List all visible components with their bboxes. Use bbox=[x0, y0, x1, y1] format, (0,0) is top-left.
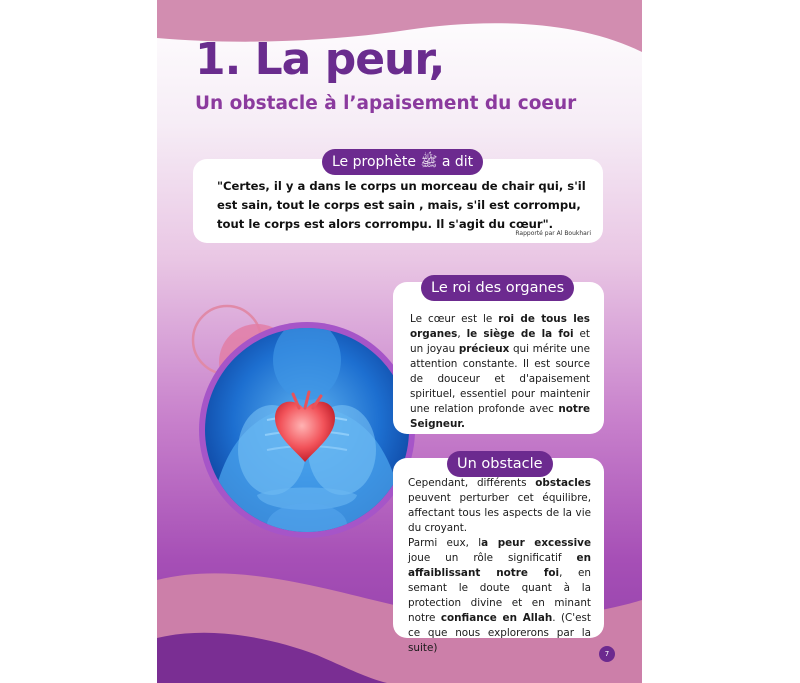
section-label-roi-des-organes: Le roi des organes bbox=[421, 275, 574, 301]
quote-source: Rapporté par Al Boukhari bbox=[515, 230, 591, 237]
page-number: 7 bbox=[599, 646, 615, 662]
section-box-un-obstacle bbox=[393, 458, 604, 654]
section2-text: Cependant, différents obstacles peuvent perturber cet équilibre, affectant tous les aspects de la vie du croyant. Parmi eux, la peur excessive joue un rôle significatif en affaiblissant notre foi, en semant le doute quant à la protection divine et en minant notre confiance en Allah. (C'est ce que nous explorerons par la suite) bbox=[408, 477, 591, 654]
section-box-roi-des-organes bbox=[393, 282, 604, 434]
document-page bbox=[157, 0, 642, 683]
bold-phrase: obstacles bbox=[535, 477, 591, 489]
hadith-quote-text: "Certes, il y a dans le corps un morceau de chair qui, s'il est sain, tout le corps est sain , mais, s'il est corrompu, tout le corps est alors corrompu. Il s'agit du cœur". bbox=[217, 179, 586, 231]
bold-phrase: notre Seigneur. bbox=[410, 403, 590, 430]
bold-phrase: en affaiblissant notre foi bbox=[408, 552, 591, 579]
bold-phrase: roi de tous les organes bbox=[410, 313, 590, 340]
quote-label-pill: Le prophète ﷺ a dit bbox=[322, 149, 483, 175]
section1-text: Le cœur est le roi de tous les organes, le siège de la foi et un joyau précieux qui mérite une attention constante. Il est source de douceur et d'apaisement spirituel, essentiel pour maintenir une relation profonde avec notre Seigneur. bbox=[410, 313, 590, 430]
heart-anatomy-illustration bbox=[187, 300, 417, 550]
bold-phrase: le siège de la foi bbox=[466, 328, 574, 340]
section-label-un-obstacle: Un obstacle bbox=[447, 451, 553, 477]
page-subtitle: Un obstacle à l’apaisement du coeur bbox=[195, 93, 577, 114]
bold-phrase: confiance en Allah bbox=[440, 612, 553, 624]
bold-phrase: a peur excessive bbox=[481, 537, 591, 549]
page-title: 1. La peur, bbox=[195, 34, 445, 85]
bold-phrase: précieux bbox=[458, 343, 510, 355]
